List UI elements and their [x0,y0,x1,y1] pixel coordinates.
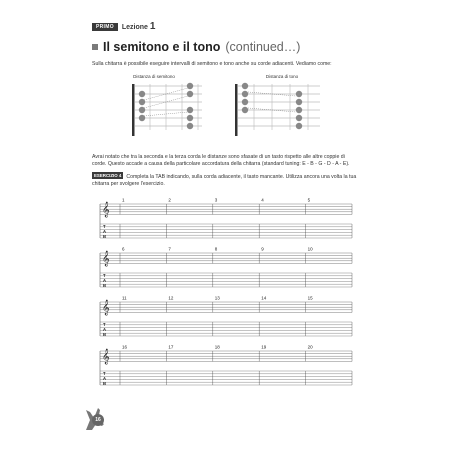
measure-number: 10 [307,246,313,252]
measure-number: 1 [122,197,125,203]
treble-clef-icon: 𝄞 [102,251,110,267]
intro-paragraph: Sulla chitarra è possibile eseguire intervalli di semitono e tono anche su corde adiacenti. Vediamo come: [92,61,332,67]
tab-label: A [103,278,107,283]
title-continued: (continued…) [225,40,301,54]
treble-clef-icon: 𝄞 [102,349,110,365]
measure-number: 17 [168,344,174,350]
measure-number: 3 [214,197,218,203]
lesson-number: 1 [149,21,156,32]
tab-label: B [103,332,107,337]
tab-label: A [103,229,107,234]
tab-label: T [103,224,106,229]
measure-number: 13 [214,295,220,301]
tab-label: T [103,371,106,376]
measure-number: 9 [261,246,264,252]
title-main: Il semitono e il tono [103,40,221,54]
measure-number: 4 [261,197,264,203]
page-number: 16 [92,414,104,426]
measure-number: 6 [122,246,125,252]
measure-number: 11 [122,295,127,301]
diagram-label-semitone: Distanza di semitono [133,74,175,79]
measure-number: 19 [261,344,267,350]
measure-number: 16 [122,344,128,350]
tab-label: A [103,327,107,332]
tab-label: T [103,322,106,327]
measure-number: 12 [168,295,174,301]
diagram-label-tone: Distanza di tono [265,74,299,79]
tab-label: B [103,381,107,386]
treble-clef-icon: 𝄞 [102,300,110,316]
measure-number: 2 [168,197,171,203]
measure-number: 7 [168,246,171,252]
measure-number: 20 [307,344,313,350]
tab-label: B [103,234,107,239]
level-tag: PRIMO [92,23,118,31]
lesson-label: Lezione [121,24,148,31]
measure-number: 8 [214,246,218,252]
exercise-badge: ESERCIZIO 4 [94,173,122,178]
exercise-text: Completa la TAB indicando, sulla corda adiacente, il tasto mancante. Utilizza ancora una volta la tua chitarra per svolgere l'esercizio. [92,174,357,187]
explanation-paragraph: Avrai notato che tra la seconda e la terza corda le distanze sono sfasate di un tasto rispetto alle altre coppie di corde. Questo accade a causa della particolare accordatura della chitarra (standard tuning: E - B - G - D - A - E). [92,154,350,167]
measure-number: 15 [307,295,313,301]
tab-label: B [103,283,107,288]
tab-label: A [103,376,107,381]
treble-clef-icon: 𝄞 [102,202,110,218]
measure-number: 14 [261,295,267,301]
measure-number: 5 [307,197,311,203]
tab-label: T [103,273,106,278]
measure-number: 18 [214,344,220,350]
